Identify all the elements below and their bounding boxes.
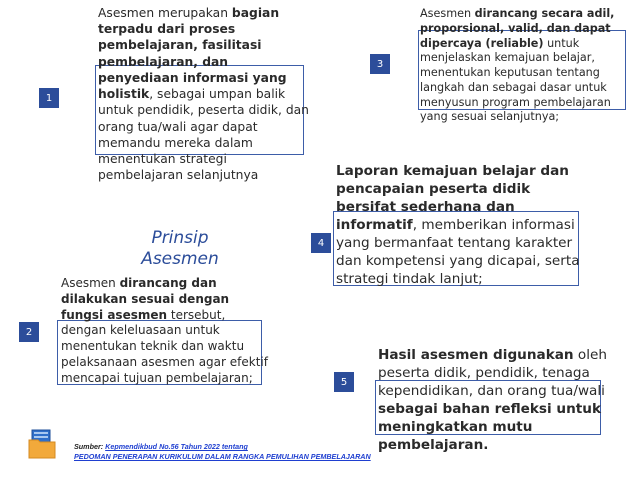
- item4-bold: Laporan kemajuan belajar dan pencapaian peserta didik bersifat sederhana dan informatif: [336, 163, 569, 233]
- item5-mid: oleh peserta didik, pendidik, tenaga kependidikan, dan orang tua/wali: [378, 347, 608, 399]
- badge-1: 1: [39, 88, 59, 108]
- item5-bold2: sebagai bahan refleksi untuk meningkatkan mutu pembelajaran.: [378, 400, 601, 453]
- item3-text: [420, 7, 626, 125]
- item1-post: , sebagai umpan balik untuk pendidik, peserta didik, dan orang tua/wali agar dapat memandu mereka dalam menentukan strategi pembelajaran selanjutnya: [98, 87, 309, 183]
- badge-2: 2: [19, 322, 39, 342]
- source-label: Sumber:: [74, 442, 106, 451]
- item1-text: [98, 5, 310, 183]
- folder-document-icon: [28, 428, 56, 460]
- item5-bold1: Hasil asesmen digunakan: [378, 347, 574, 363]
- item1-pre: Asesmen merupakan: [98, 6, 232, 20]
- item2-post: tersebut, dengan keleluasaan untuk menentukan teknik dan waktu pelaksanaan asesmen agar efektif mencapai tujuan pembelajaran;: [61, 307, 268, 385]
- badge-5: 5: [334, 372, 354, 392]
- item4-text: [336, 163, 586, 289]
- source-link-1[interactable]: Kepmendikbud No.56 Tahun 2022 tentang: [105, 442, 248, 451]
- center-title-line1: Prinsip: [151, 228, 209, 248]
- item2-pre: Asesmen: [61, 276, 120, 290]
- center-title: [120, 228, 240, 271]
- badge-3: 3: [370, 54, 390, 74]
- source-line2: [74, 452, 371, 461]
- badge-4: 4: [311, 233, 331, 253]
- item1-bold: bagian terpadu dari proses pembelajaran, fasilitasi pembelajaran, dan penyediaan informasi yang holistik: [98, 6, 287, 102]
- source-link-2[interactable]: PEDOMAN PENERAPAN KURIKULUM DALAM RANGKA PEMULIHAN PEMBELAJARAN: [74, 452, 371, 461]
- item2-text: [61, 276, 271, 387]
- item4-post: , memberikan informasi yang bermanfaat tentang karakter dan kompetensi yang dicapai, serta strategi tindak lanjut;: [336, 216, 580, 287]
- source-line1: [74, 442, 248, 451]
- item5-text: [378, 347, 618, 455]
- center-title-line2: Asesmen: [141, 249, 219, 270]
- item2-bold: dirancang dan dilakukan sesuai dengan fungsi asesmen: [61, 276, 230, 322]
- item3-pre: Asesmen: [420, 7, 475, 20]
- item3-bold: dirancang secara adil, proporsional, valid, dan dapat dipercaya (reliable): [420, 7, 615, 50]
- item3-post: untuk menjelaskan kemajuan belajar, menentukan keputusan tentang langkah dan sebagai dasar untuk menyusun program pembelajaran yang sesuai selanjutnya;: [420, 36, 611, 124]
